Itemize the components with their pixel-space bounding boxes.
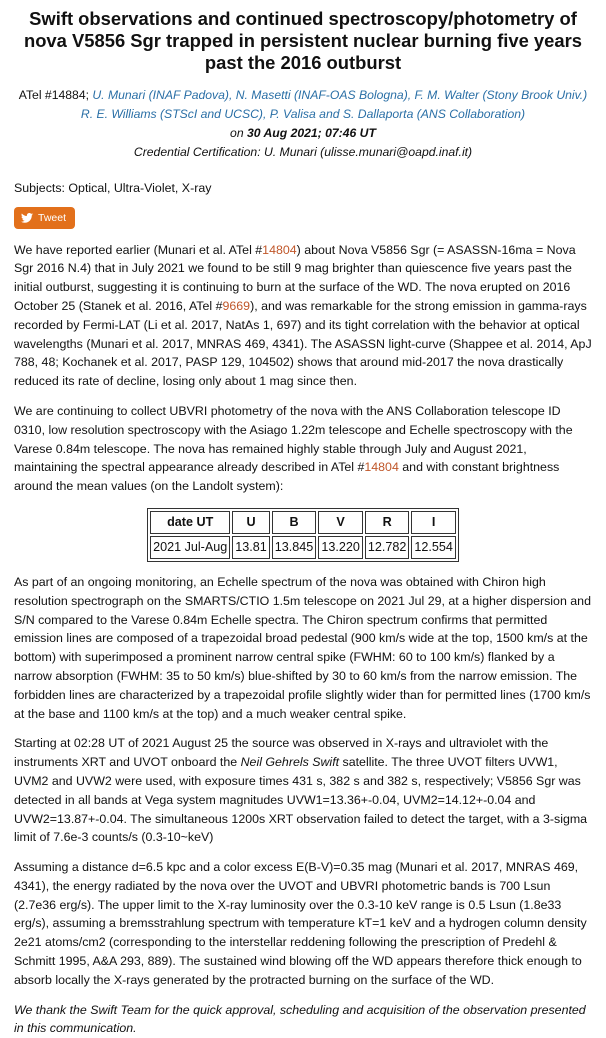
table-row — [150, 536, 456, 559]
table-cell: 2021 Jul-Aug — [150, 536, 230, 559]
photometry-table — [147, 508, 459, 562]
credential-certification: Credential Certification: U. Munari (ulisse.munari@oapd.inaf.it) — [133, 144, 473, 159]
tweet-button[interactable] — [14, 207, 75, 229]
paragraph-5: Assuming a distance d=6.5 kpc and a color excess E(B-V)=0.35 mag (Munari et al. 2017, MNRAS 469, 4341), the energy radiated by the nova over the UVOT and UBVRI photometric bands is 700 Lsun (2.7e36 erg/s). The upper limit to the X-ray luminosity over the 0.3-10 keV range is 0.5 Lsun (1.8e33 erg/s), assuming a bremsstrahlung spectrum with temperature kT=1 keV and a hydrogen column density 2e21 atoms/cm2 (corresponding to the interstellar reddening following the prescription of Predehl & Schmitt 1995, A&A 293, 889). The sustained wind blowing off the WD appears therefore thick enough to absorb locally the X-rays generated by the protracted burning on the surface of the WD. — [14, 860, 587, 987]
table-cell: 12.782 — [365, 536, 410, 559]
table-header-cell: R — [365, 511, 410, 534]
table-header-row — [150, 511, 456, 534]
table-header-cell: date UT — [150, 511, 230, 534]
table-cell: 13.845 — [272, 536, 317, 559]
atel-link-14804-second[interactable]: 14804 — [364, 460, 399, 475]
authors: U. Munari (INAF Padova), N. Masetti (INAF-OAS Bologna), F. M. Walter (Stony Brook Univ.) R. E. Williams (STScI and UCSC), P. Valisa and S. Dallaporta (ANS Collaboration) — [80, 88, 588, 122]
acknowledgement: We thank the Swift Team for the quick approval, scheduling and acquisition of the observation presented in this communication. — [14, 1002, 586, 1036]
atel-link-9669[interactable]: 9669 — [222, 298, 251, 313]
tweet-label: Tweet — [38, 211, 67, 224]
twitter-bird-icon — [21, 213, 33, 223]
date-value: 30 Aug 2021; 07:46 UT — [247, 125, 376, 140]
header-meta — [14, 86, 592, 161]
paragraph-3: As part of an ongoing monitoring, an Echelle spectrum of the nova was obtained with Chiron high resolution spectrograph on the SMARTS/CTIO 1.5m telescope on 2021 Jul 29, at a higher dispersion and S/N compared to the Varese 0.84m Echelle spectra. The Chiron spectrum confirms that permitted emission lines are composed of a trapezoidal broad pedestal (900 km/s wide at the top, 1500 km/s at the bottom) with superimposed a prominent narrow central spike (FWHM: 60 to 100 km/s) flanked by a narrow absorption (FWHM: 35 to 50 km/s) blue-shifted by 30 to 60 km/s from the narrow emission. The forbidden lines are characterized by a trapezoidal profile slightly wider than for permitted lines (1700 km/s at the base and 1100 km/s at the top) and a much weaker central spike. — [14, 574, 591, 721]
paragraph-4: Starting at 02:28 UT of 2021 August 25 the source was observed in X-rays and ultraviolet with the instruments XRT and UVOT onboard the Neil Gehrels Swift satellite. The three UVOT filters UVW1, UVM2 and UVW2 were used, with exposure times 431 s, 382 s and 382 s, respectively; V5856 Sgr was detected in all bands at Vega system magnitudes UVW1=13.36+-0.04, UVM2=14.12+-0.04 and UVW2=13.87+-0.04. The simultaneous 1200s XRT observation failed to detect the target, with a 3-sigma limit of 7.6e-3 counts/s (0.3-10~keV) — [14, 736, 588, 845]
author-line — [14, 86, 592, 124]
atel-link-14804[interactable]: 14804 — [262, 242, 297, 257]
page-title: Swift observations and continued spectroscopy/photometry of nova V5856 Sgr trapped in persistent nuclear burning five years past the 2016 outburst — [23, 8, 583, 73]
table-cell: 13.81 — [232, 536, 270, 559]
table-cell: 12.554 — [411, 536, 456, 559]
atel-id: ATel #14884; — [18, 88, 89, 103]
table-header-cell: U — [232, 511, 270, 534]
publication-date — [14, 124, 592, 143]
subjects: Subjects: Optical, Ultra-Violet, X-ray — [14, 180, 212, 195]
paragraph-2: We are continuing to collect UBVRI photometry of the nova with the ANS Collaboration telescope ID 0310, low resolution spectroscopy with the Asiago 1.22m telescope and Echelle spectroscopy with the Varese 0.84m telescope. The nova has remained highly stable through July and August 2021, maintaining the spectral appearance already described in ATel #14804 and with constant brightness around the mean values (on the Landolt system): — [14, 403, 573, 494]
table-header-cell: I — [411, 511, 456, 534]
paragraph-1: We have reported earlier (Munari et al. ATel #14804) about Nova V5856 Sgr (= ASASSN-16ma = Nova Sgr 2016 N.4) that in July 2021 we found to be still 9 mag brighter than quiescence five years past the initial outburst, suggesting it is continuing to burn at the surface of the WD. The nova erupted on 2016 October 25 (Stanek et al. 2016, ATel #9669), and was remarkable for the strong emission in gamma-rays recorded by Fermi-LAT (Li et al. 2017, NatAs 1, 697) and its tight correlation with the behavior at optical wavelengths (Munari et al. 2017, MNRAS 469, 4341). The ASASSN light-curve (Shappee et al. 2014, ApJ 788, 48; Kochanek et al. 2017, PASP 129, 104502) shows that around mid-2017 the nova drastically reduced its rate of decline, losing only about 1 mag since then. — [14, 242, 592, 389]
table-header-cell: B — [272, 511, 317, 534]
satellite-name: Neil Gehrels Swift — [240, 755, 340, 770]
table-cell: 13.220 — [318, 536, 363, 559]
date-prefix: on — [230, 125, 244, 140]
table-header-cell: V — [318, 511, 363, 534]
